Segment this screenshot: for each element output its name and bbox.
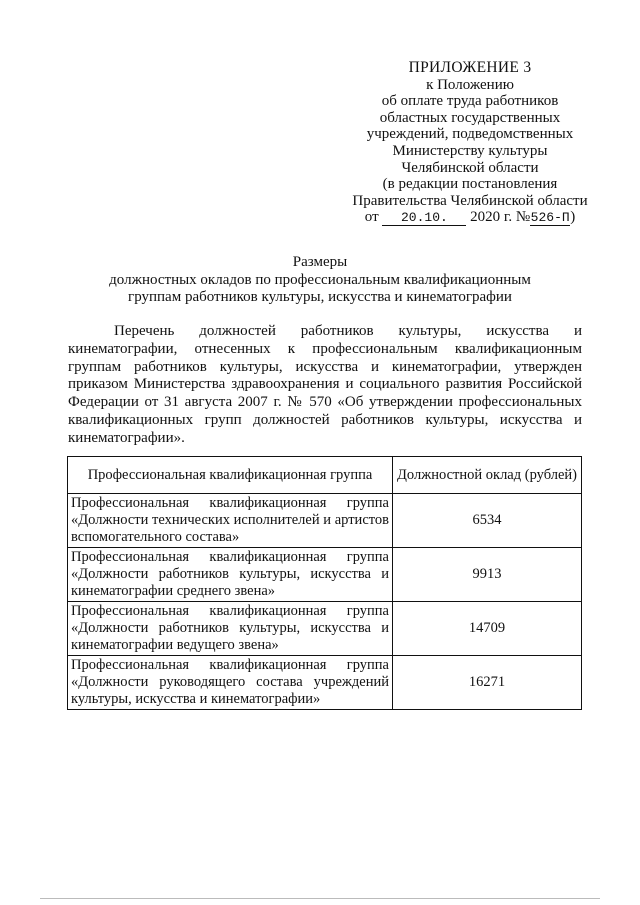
- resolution-number: 526-П: [530, 210, 570, 226]
- salary-cell: 6534: [393, 494, 582, 548]
- year-text: 2020 г. №: [470, 209, 531, 226]
- page-bottom-divider: [40, 898, 600, 899]
- group-cell: Профессиональная квалификационная группа «Должности руководящего состава учреждений культуры, искусства и кинематографии»: [68, 656, 393, 710]
- body-paragraph: Перечень должностей работников культуры, искусства и кинематографии, отнесенных к профессиональным квалификационным группам работников культуры, искусства и кинематографии, утвержден приказом Министерства здравоохранения и социального развития Российской Федерации от 31 августа 2007 г. № 570 «Об утверждении профессиональных квалификационных групп должностей работников культуры, искусства и кинематографии».: [68, 323, 582, 446]
- closing-paren: ): [570, 209, 576, 226]
- table-row: [68, 602, 582, 656]
- salary-cell: 9913: [393, 548, 582, 602]
- heading-line: должностных окладов по профессиональным квалификационным: [109, 271, 531, 288]
- appendix-date-line: [320, 209, 620, 226]
- table-header-row: [68, 457, 582, 494]
- document-heading: [60, 254, 580, 307]
- appendix-line: Министерству культуры: [392, 142, 548, 159]
- appendix-line: (в редакции постановления: [382, 176, 558, 193]
- salary-cell: 16271: [393, 656, 582, 710]
- appendix-line: к Положению: [426, 76, 514, 93]
- group-cell: Профессиональная квалификационная группа «Должности работников культуры, искусства и кинематографии ведущего звена»: [68, 602, 393, 656]
- salary-table: [67, 456, 582, 710]
- column-header-group: Профессиональная квалификационная группа: [68, 457, 393, 494]
- date-value: 20.10.: [382, 211, 466, 226]
- group-cell: Профессиональная квалификационная группа «Должности работников культуры, искусства и кинематографии среднего звена»: [68, 548, 393, 602]
- group-cell: Профессиональная квалификационная группа «Должности технических исполнителей и артистов вспомогательного состава»: [68, 494, 393, 548]
- table-row: [68, 548, 582, 602]
- appendix-line: Челябинской области: [401, 159, 539, 176]
- appendix-line: учреждений, подведомственных: [366, 126, 574, 143]
- date-prefix: от: [364, 209, 379, 226]
- table-row: [68, 656, 582, 710]
- table-row: [68, 494, 582, 548]
- appendix-line: об оплате труда работников: [381, 93, 559, 110]
- appendix-line: областных государственных: [379, 109, 561, 126]
- appendix-title: ПРИЛОЖЕНИЕ 3: [408, 59, 532, 76]
- appendix-line: Правительства Челябинской области: [352, 192, 588, 209]
- salary-cell: 14709: [393, 602, 582, 656]
- heading-line: группам работников культуры, искусства и кинематографии: [128, 289, 512, 305]
- column-header-salary: Должностной оклад (рублей): [393, 457, 582, 494]
- heading-line: Размеры: [292, 254, 348, 270]
- appendix-block: [320, 60, 620, 226]
